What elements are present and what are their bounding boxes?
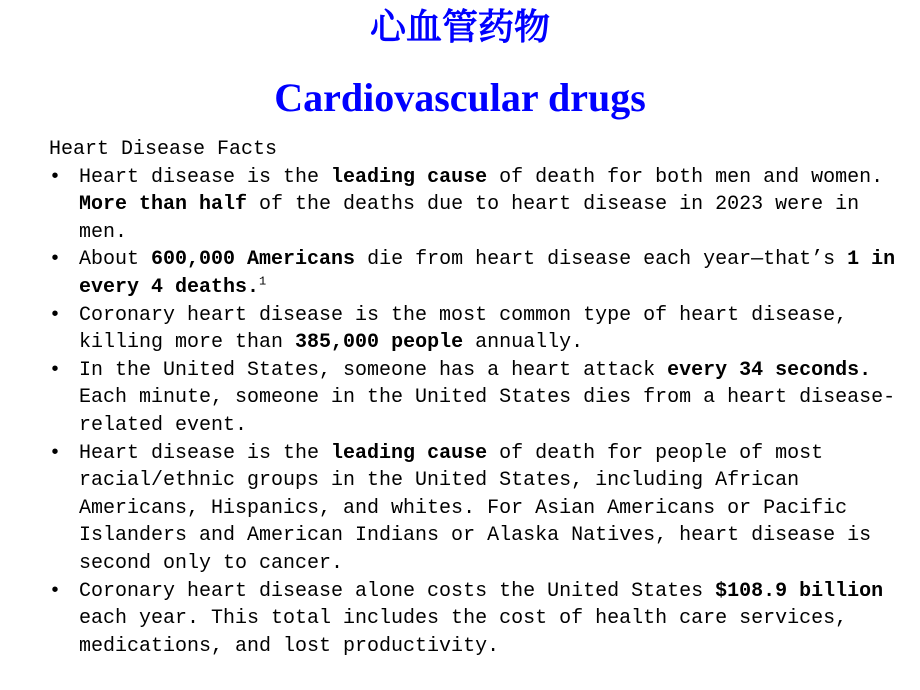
bullet-icon: • xyxy=(49,579,62,603)
chinese-title: 心血管药物 xyxy=(369,7,550,48)
fact-text: Heart disease is the xyxy=(79,441,332,465)
fact-item xyxy=(49,246,909,301)
fact-text: of the deaths due to heart disease in 2023 were in men. xyxy=(79,193,860,244)
emphasis-text: leading cause xyxy=(331,165,488,189)
emphasis-text: leading cause xyxy=(331,441,488,465)
fact-text: Heart disease is the xyxy=(79,165,332,189)
fact-text: Each minute, someone in the United States dies from a heart disease-related event. xyxy=(79,386,896,437)
fact-item xyxy=(49,164,909,247)
bullet-icon: • xyxy=(49,165,62,189)
emphasis-text: $108.9 billion xyxy=(715,579,884,603)
fact-text: Coronary heart disease is the most common type of heart disease, killing more than xyxy=(79,303,848,355)
fact-item xyxy=(49,440,909,578)
emphasis-text: 385,000 people xyxy=(295,331,464,355)
fact-text: of death for people of most racial/ethnic groups in the United States, including African Americans, Hispanics, and whites. For Asian Americans or Pacific Islanders and American Indians or Alaska Natives, heart disease is second only to cancer. xyxy=(79,441,872,575)
fact-text: Coronary heart disease alone costs the United States xyxy=(79,579,716,603)
bullet-icon: • xyxy=(49,358,62,382)
footnote-marker: 1 xyxy=(259,274,267,289)
emphasis-text: 1 in every 4 deaths. xyxy=(79,248,896,299)
fact-text: About xyxy=(79,248,152,272)
emphasis-text: 600,000 Americans xyxy=(151,248,356,272)
english-title: Cardiovascular drugs xyxy=(274,75,646,120)
fact-item xyxy=(49,302,909,357)
fact-text: of death for both men and women. xyxy=(487,165,884,189)
fact-item xyxy=(49,578,909,661)
emphasis-text: More than half xyxy=(79,193,248,217)
fact-item xyxy=(49,357,909,440)
fact-text: die from heart disease each year—that’s xyxy=(355,248,848,272)
bullet-icon: • xyxy=(49,303,62,327)
bullet-icon: • xyxy=(49,248,62,272)
facts-list xyxy=(49,164,909,661)
facts-section xyxy=(49,136,909,660)
fact-text: In the United States, someone has a heart attack xyxy=(79,358,668,382)
fact-text: annually. xyxy=(463,331,584,355)
section-heading: Heart Disease Facts xyxy=(49,138,278,161)
bullet-icon: • xyxy=(49,441,62,465)
emphasis-text: every 34 seconds. xyxy=(667,358,872,382)
fact-text: each year. This total includes the cost of health care services, medications, and lost productivity. xyxy=(79,607,848,658)
